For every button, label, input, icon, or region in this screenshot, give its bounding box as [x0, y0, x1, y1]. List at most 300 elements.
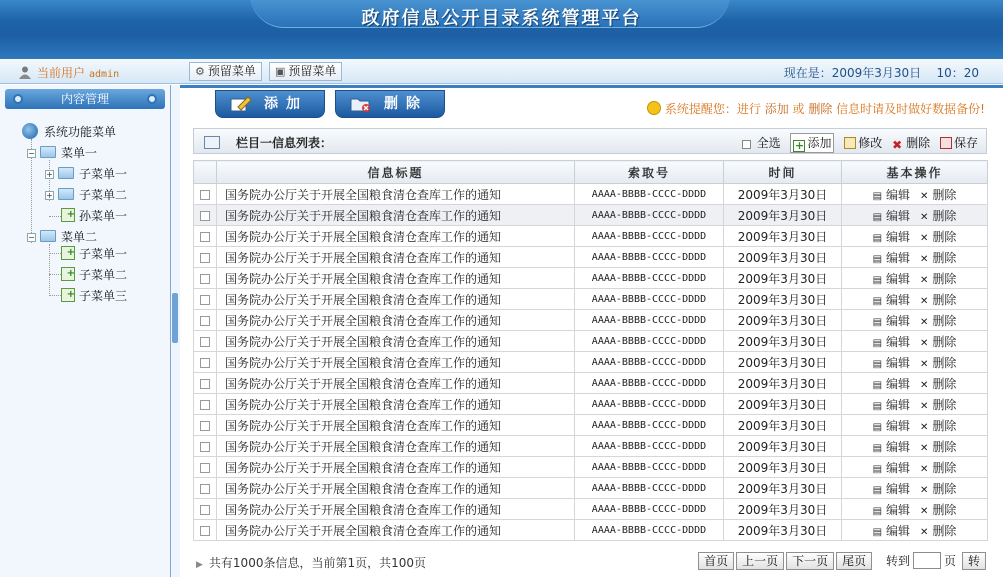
row-checkbox-cell — [194, 184, 217, 205]
user-icon — [18, 65, 32, 79]
close-icon: ✕ — [920, 400, 929, 412]
checkbox-icon[interactable] — [742, 140, 751, 149]
close-icon: ✕ — [920, 484, 929, 496]
edit-icon: ▤ — [872, 253, 883, 265]
tree-submenu-2-1[interactable] — [61, 245, 127, 263]
table-row — [194, 478, 988, 499]
tree-item-label: 孙菜单一 — [79, 209, 128, 223]
page-icon — [61, 267, 75, 281]
current-user — [18, 64, 119, 81]
edit-label: 编辑 — [886, 334, 911, 349]
delete-row-label: 删除 — [932, 523, 957, 538]
row-checkbox[interactable] — [200, 211, 210, 221]
tip-delete-word: 删除 — [808, 102, 833, 116]
row-checkbox-cell — [194, 520, 217, 541]
delete-row-label: 删除 — [932, 502, 957, 517]
edit-button[interactable] — [873, 501, 910, 518]
delete-row-button[interactable] — [920, 396, 956, 413]
delete-row-button[interactable] — [920, 291, 956, 308]
close-icon: ✕ — [920, 463, 929, 475]
row-title[interactable]: 国务院办公厅关于开展全国粮食清仓查库工作的通知 — [217, 394, 575, 415]
delete-x-icon: ✖ — [892, 138, 903, 152]
tree-submenu-1-1[interactable] — [45, 165, 127, 183]
folder-icon — [58, 167, 74, 179]
edit-icon: ▤ — [872, 421, 883, 433]
edit-icon: ▤ — [872, 463, 883, 475]
row-time: 2009年3月30日 — [724, 499, 842, 520]
close-icon: ✕ — [920, 526, 929, 538]
row-code: AAAA-BBBB-CCCC-DDDD — [575, 415, 724, 436]
row-time: 2009年3月30日 — [724, 184, 842, 205]
row-actions — [842, 415, 988, 436]
table-header-row — [194, 161, 988, 184]
edit-button[interactable] — [873, 396, 910, 413]
row-title[interactable]: 国务院办公厅关于开展全国粮食清仓查库工作的通知 — [217, 289, 575, 310]
edit-button[interactable] — [873, 333, 910, 350]
tree-line — [49, 244, 50, 296]
delete-row-label: 删除 — [932, 418, 957, 433]
row-actions — [842, 184, 988, 205]
row-code: AAAA-BBBB-CCCC-DDDD — [575, 247, 724, 268]
row-actions — [842, 394, 988, 415]
expand-icon[interactable]: + — [46, 170, 53, 179]
edit-icon: ▤ — [872, 379, 883, 391]
reserved-menu-button-1[interactable] — [189, 62, 262, 81]
row-time: 2009年3月30日 — [724, 352, 842, 373]
reserved-menu-button-2[interactable] — [269, 62, 342, 81]
table-body — [194, 184, 988, 541]
tree-submenu-1-2[interactable] — [45, 186, 127, 204]
delete-row-button[interactable] — [920, 501, 956, 518]
row-time: 2009年3月30日 — [724, 520, 842, 541]
row-checkbox[interactable] — [200, 190, 210, 200]
row-checkbox[interactable] — [200, 295, 210, 305]
col-time-header: 时间 — [724, 161, 842, 184]
sidebar — [0, 85, 171, 577]
edit-icon: ▤ — [872, 484, 883, 496]
delete-row-label: 删除 — [932, 271, 957, 286]
folder-open-icon — [40, 230, 56, 242]
row-time: 2009年3月30日 — [724, 331, 842, 352]
tree-menu-1[interactable] — [27, 144, 97, 162]
edit-button[interactable] — [873, 207, 910, 224]
page-icon — [61, 246, 75, 260]
edit-button[interactable] — [873, 228, 910, 245]
table-row — [194, 436, 988, 457]
delete-tab-button[interactable] — [335, 90, 445, 118]
row-checkbox-cell — [194, 247, 217, 268]
row-checkbox-cell — [194, 457, 217, 478]
row-title[interactable]: 国务院办公厅关于开展全国粮食清仓查库工作的通知 — [217, 520, 575, 541]
row-title[interactable]: 国务院办公厅关于开展全国粮食清仓查库工作的通知 — [217, 310, 575, 331]
tree-item-label: 子菜单二 — [79, 268, 128, 282]
edit-icon — [844, 137, 856, 149]
last-page-button[interactable]: 尾页 — [836, 552, 872, 570]
table-row — [194, 457, 988, 478]
row-code: AAAA-BBBB-CCCC-DDDD — [575, 436, 724, 457]
edit-icon: ▤ — [872, 526, 883, 538]
col-checkbox-header — [194, 161, 217, 184]
tree-line — [49, 295, 61, 296]
row-code: AAAA-BBBB-CCCC-DDDD — [575, 226, 724, 247]
row-title[interactable]: 国务院办公厅关于开展全国粮食清仓查库工作的通知 — [217, 457, 575, 478]
row-code: AAAA-BBBB-CCCC-DDDD — [575, 268, 724, 289]
row-checkbox-cell — [194, 310, 217, 331]
delete-row-button[interactable] — [920, 522, 956, 539]
close-icon: ✕ — [920, 211, 929, 223]
system-tip — [647, 100, 985, 117]
sidebar-title: 内容管理 — [60, 92, 109, 106]
tip-prefix: 系统提醒您：进行 — [664, 102, 765, 116]
delete-row-button[interactable] — [920, 312, 956, 329]
row-checkbox[interactable] — [200, 463, 210, 473]
delete-row-label: 删除 — [932, 460, 957, 475]
row-title[interactable]: 国务院办公厅关于开展全国粮食清仓查库工作的通知 — [217, 184, 575, 205]
delete-row-label: 删除 — [932, 292, 957, 307]
current-user-label: 当前用户 — [37, 66, 86, 80]
delete-row-label: 删除 — [932, 397, 957, 412]
save-label: 保存 — [953, 136, 978, 150]
row-checkbox[interactable] — [200, 232, 210, 242]
edit-icon: ▤ — [872, 442, 883, 454]
row-code: AAAA-BBBB-CCCC-DDDD — [575, 310, 724, 331]
tree-menu-2[interactable] — [27, 228, 97, 246]
edit-icon: ▤ — [872, 190, 883, 202]
splitter-grip[interactable] — [172, 293, 178, 343]
row-checkbox-cell — [194, 478, 217, 499]
row-checkbox[interactable] — [200, 400, 210, 410]
first-page-button[interactable]: 首页 — [698, 552, 734, 570]
tree-line — [49, 253, 61, 254]
list-toolbar — [193, 128, 987, 154]
row-code: AAAA-BBBB-CCCC-DDDD — [575, 184, 724, 205]
row-checkbox[interactable] — [200, 337, 210, 347]
row-code: AAAA-BBBB-CCCC-DDDD — [575, 373, 724, 394]
row-actions — [842, 373, 988, 394]
row-time: 2009年3月30日 — [724, 268, 842, 289]
clock-prefix: 现在是： — [783, 66, 832, 80]
edit-label: 编辑 — [886, 376, 911, 391]
delete-label: 删除 — [906, 136, 931, 150]
reserved-menu-label: 预留菜单 — [288, 64, 337, 78]
modify-button[interactable] — [844, 134, 882, 151]
arrow-icon: ▶ — [196, 560, 203, 570]
edit-button[interactable] — [873, 522, 910, 539]
add-tab-label: 添加 — [264, 96, 308, 112]
delete-row-label: 删除 — [932, 187, 957, 202]
tree-submenu-2-2[interactable] — [61, 266, 127, 284]
expand-icon[interactable]: + — [46, 191, 53, 200]
row-actions — [842, 205, 988, 226]
modify-label: 修改 — [858, 136, 883, 150]
table-row — [194, 247, 988, 268]
tree-menu-1-label: 菜单一 — [61, 146, 98, 160]
row-code: AAAA-BBBB-CCCC-DDDD — [575, 331, 724, 352]
delete-row-button[interactable] — [920, 228, 956, 245]
row-checkbox[interactable] — [200, 379, 210, 389]
row-checkbox-cell — [194, 394, 217, 415]
header-dot-icon — [13, 94, 23, 104]
table-row — [194, 394, 988, 415]
window-icon: ▣ — [275, 65, 286, 78]
row-checkbox[interactable] — [200, 274, 210, 284]
table-row — [194, 415, 988, 436]
delete-row-label: 删除 — [932, 208, 957, 223]
edit-button[interactable] — [873, 438, 910, 455]
delete-row-button[interactable] — [920, 333, 956, 350]
tip-add-word: 添加 — [764, 102, 789, 116]
edit-label: 编辑 — [886, 502, 911, 517]
row-title[interactable]: 国务院办公厅关于开展全国粮食清仓查库工作的通知 — [217, 247, 575, 268]
row-checkbox-cell — [194, 331, 217, 352]
delete-row-label: 删除 — [932, 313, 957, 328]
table-row — [194, 352, 988, 373]
table-row — [194, 310, 988, 331]
delete-row-button[interactable] — [920, 459, 956, 476]
delete-tab-label: 删除 — [384, 96, 428, 112]
row-code: AAAA-BBBB-CCCC-DDDD — [575, 352, 724, 373]
delete-row-label: 删除 — [932, 334, 957, 349]
clock-date: 2009年3月30日 — [831, 66, 922, 80]
go-button[interactable]: 转 — [962, 552, 986, 570]
row-title[interactable]: 国务院办公厅关于开展全国粮食清仓查库工作的通知 — [217, 478, 575, 499]
tree-root-label: 系统功能菜单 — [44, 125, 117, 139]
sidebar-splitter[interactable] — [171, 85, 180, 577]
row-actions — [842, 289, 988, 310]
row-title[interactable]: 国务院办公厅关于开展全国粮食清仓查库工作的通知 — [217, 331, 575, 352]
row-checkbox-cell — [194, 436, 217, 457]
app-title: 政府信息公开目录系统管理平台 — [361, 8, 642, 29]
pagination — [196, 552, 986, 572]
row-actions — [842, 331, 988, 352]
folder-open-icon — [40, 146, 56, 158]
row-actions — [842, 247, 988, 268]
delete-row-button[interactable] — [920, 207, 956, 224]
close-icon: ✕ — [920, 316, 929, 328]
globe-icon — [22, 123, 38, 139]
edit-icon: ▤ — [872, 337, 883, 349]
edit-label: 编辑 — [886, 229, 911, 244]
table-row — [194, 499, 988, 520]
edit-label: 编辑 — [886, 250, 911, 265]
edit-label: 编辑 — [886, 187, 911, 202]
row-title[interactable]: 国务院办公厅关于开展全国粮食清仓查库工作的通知 — [217, 373, 575, 394]
tree-item-label: 子菜单一 — [79, 167, 128, 181]
tree-menu-2-label: 菜单二 — [61, 230, 98, 244]
table-row — [194, 268, 988, 289]
tree-line — [49, 274, 61, 275]
row-title[interactable]: 国务院办公厅关于开展全国粮食清仓查库工作的通知 — [217, 352, 575, 373]
close-icon: ✕ — [920, 232, 929, 244]
row-title[interactable]: 国务院办公厅关于开展全国粮食清仓查库工作的通知 — [217, 205, 575, 226]
save-button[interactable] — [940, 134, 978, 151]
close-icon: ✕ — [920, 337, 929, 349]
edit-button[interactable] — [873, 249, 910, 266]
tree-line — [49, 216, 61, 217]
gear-icon: ⚙ — [195, 65, 205, 78]
col-code-header: 索取号 — [575, 161, 724, 184]
edit-icon: ▤ — [872, 232, 883, 244]
edit-button[interactable] — [873, 480, 910, 497]
delete-row-label: 删除 — [932, 439, 957, 454]
row-code: AAAA-BBBB-CCCC-DDDD — [575, 478, 724, 499]
row-title[interactable]: 国务院办公厅关于开展全国粮食清仓查库工作的通知 — [217, 415, 575, 436]
add-tab-button[interactable] — [215, 90, 325, 118]
row-actions — [842, 457, 988, 478]
row-title[interactable]: 国务院办公厅关于开展全国粮食清仓查库工作的通知 — [217, 268, 575, 289]
row-time: 2009年3月30日 — [724, 205, 842, 226]
page-number-input[interactable] — [913, 552, 941, 569]
add-label: 添加 — [807, 136, 832, 150]
edit-icon: ▤ — [872, 358, 883, 370]
row-title[interactable]: 国务院办公厅关于开展全国粮食清仓查库工作的通知 — [217, 499, 575, 520]
close-icon: ✕ — [920, 358, 929, 370]
delete-row-button[interactable] — [920, 270, 956, 287]
row-code: AAAA-BBBB-CCCC-DDDD — [575, 205, 724, 226]
smile-icon — [647, 101, 661, 115]
row-title[interactable]: 国务院办公厅关于开展全国粮食清仓查库工作的通知 — [217, 226, 575, 247]
edit-icon — [230, 96, 252, 112]
edit-icon: ▤ — [872, 400, 883, 412]
list-actions — [736, 133, 978, 153]
goto-label: 转到 — [885, 554, 910, 568]
info-table — [193, 160, 988, 541]
row-code: AAAA-BBBB-CCCC-DDDD — [575, 289, 724, 310]
edit-label: 编辑 — [886, 355, 911, 370]
next-page-button[interactable]: 下一页 — [786, 552, 834, 570]
row-checkbox[interactable] — [200, 505, 210, 515]
row-code: AAAA-BBBB-CCCC-DDDD — [575, 520, 724, 541]
row-checkbox[interactable] — [200, 484, 210, 494]
collapse-icon[interactable]: − — [28, 233, 35, 242]
close-icon: ✕ — [920, 442, 929, 454]
tree-submenu-2-3[interactable] — [61, 287, 127, 305]
row-time: 2009年3月30日 — [724, 310, 842, 331]
edit-button[interactable] — [873, 312, 910, 329]
row-actions — [842, 310, 988, 331]
page-icon — [61, 208, 75, 222]
delete-row-button[interactable] — [920, 438, 956, 455]
row-checkbox[interactable] — [200, 526, 210, 536]
edit-button[interactable] — [873, 291, 910, 308]
header-dot-icon — [147, 94, 157, 104]
row-checkbox[interactable] — [200, 442, 210, 452]
row-checkbox[interactable] — [200, 358, 210, 368]
row-actions — [842, 436, 988, 457]
row-time: 2009年3月30日 — [724, 289, 842, 310]
edit-button[interactable] — [873, 270, 910, 287]
row-checkbox[interactable] — [200, 421, 210, 431]
row-time: 2009年3月30日 — [724, 415, 842, 436]
delete-row-label: 删除 — [932, 355, 957, 370]
user-bar — [0, 59, 1003, 84]
app-header — [0, 0, 1003, 59]
delete-row-label: 删除 — [932, 229, 957, 244]
tree-root[interactable] — [22, 123, 116, 141]
select-all-checkbox[interactable] — [742, 134, 781, 151]
tree-grandchild-1[interactable] — [61, 207, 127, 225]
current-time — [784, 64, 979, 81]
page-unit-label: 页 — [943, 554, 956, 568]
col-title-header: 信息标题 — [217, 161, 575, 184]
row-checkbox-cell — [194, 415, 217, 436]
current-user-name: admin — [89, 69, 120, 80]
row-actions — [842, 478, 988, 499]
close-icon: ✕ — [920, 505, 929, 517]
select-all-label: 全选 — [756, 136, 781, 150]
prev-page-button[interactable]: 上一页 — [736, 552, 784, 570]
edit-label: 编辑 — [886, 418, 911, 433]
row-checkbox[interactable] — [200, 253, 210, 263]
row-actions — [842, 520, 988, 541]
main-content — [180, 85, 1003, 577]
delete-row-label: 删除 — [932, 481, 957, 496]
row-checkbox-cell — [194, 373, 217, 394]
edit-button[interactable] — [873, 354, 910, 371]
table-row — [194, 184, 988, 205]
tip-or-word: 或 — [788, 102, 809, 116]
tree-item-label: 子菜单二 — [79, 188, 128, 202]
edit-label: 编辑 — [886, 313, 911, 328]
edit-button[interactable] — [873, 417, 910, 434]
pagination-info-text: 共有1000条信息，当前第1页，共100页 — [208, 556, 427, 570]
edit-button[interactable] — [873, 186, 910, 203]
delete-button[interactable] — [892, 134, 930, 152]
row-code: AAAA-BBBB-CCCC-DDDD — [575, 457, 724, 478]
edit-icon: ▤ — [872, 316, 883, 328]
table-row — [194, 373, 988, 394]
pagination-controls — [696, 552, 986, 570]
row-time: 2009年3月30日 — [724, 373, 842, 394]
edit-icon: ▤ — [872, 295, 883, 307]
delete-row-button[interactable] — [920, 249, 956, 266]
reserved-menu-label: 预留菜单 — [207, 64, 256, 78]
sidebar-header — [5, 89, 165, 109]
delete-row-button[interactable] — [920, 417, 956, 434]
edit-icon: ▤ — [872, 274, 883, 286]
add-button[interactable] — [790, 133, 834, 153]
list-icon — [204, 136, 220, 149]
edit-icon: ▤ — [872, 505, 883, 517]
edit-label: 编辑 — [886, 271, 911, 286]
row-code: AAAA-BBBB-CCCC-DDDD — [575, 394, 724, 415]
row-time: 2009年3月30日 — [724, 247, 842, 268]
delete-row-button[interactable] — [920, 480, 956, 497]
clock-time: 10：20 — [936, 66, 979, 80]
delete-row-button[interactable] — [920, 354, 956, 371]
collapse-icon[interactable]: − — [28, 149, 35, 158]
row-checkbox-cell — [194, 289, 217, 310]
close-icon: ✕ — [920, 274, 929, 286]
edit-icon: ▤ — [872, 211, 883, 223]
row-title[interactable]: 国务院办公厅关于开展全国粮食清仓查库工作的通知 — [217, 436, 575, 457]
row-time: 2009年3月30日 — [724, 436, 842, 457]
pagination-info — [196, 554, 426, 571]
delete-row-label: 删除 — [932, 250, 957, 265]
edit-label: 编辑 — [886, 523, 911, 538]
delete-row-button[interactable] — [920, 186, 956, 203]
edit-button[interactable] — [873, 459, 910, 476]
page-icon — [61, 288, 75, 302]
table-row — [194, 331, 988, 352]
delete-row-button[interactable] — [920, 375, 956, 392]
row-time: 2009年3月30日 — [724, 394, 842, 415]
list-title — [204, 134, 332, 151]
row-checkbox-cell — [194, 226, 217, 247]
row-checkbox[interactable] — [200, 316, 210, 326]
close-icon: ✕ — [920, 421, 929, 433]
edit-button[interactable] — [873, 375, 910, 392]
